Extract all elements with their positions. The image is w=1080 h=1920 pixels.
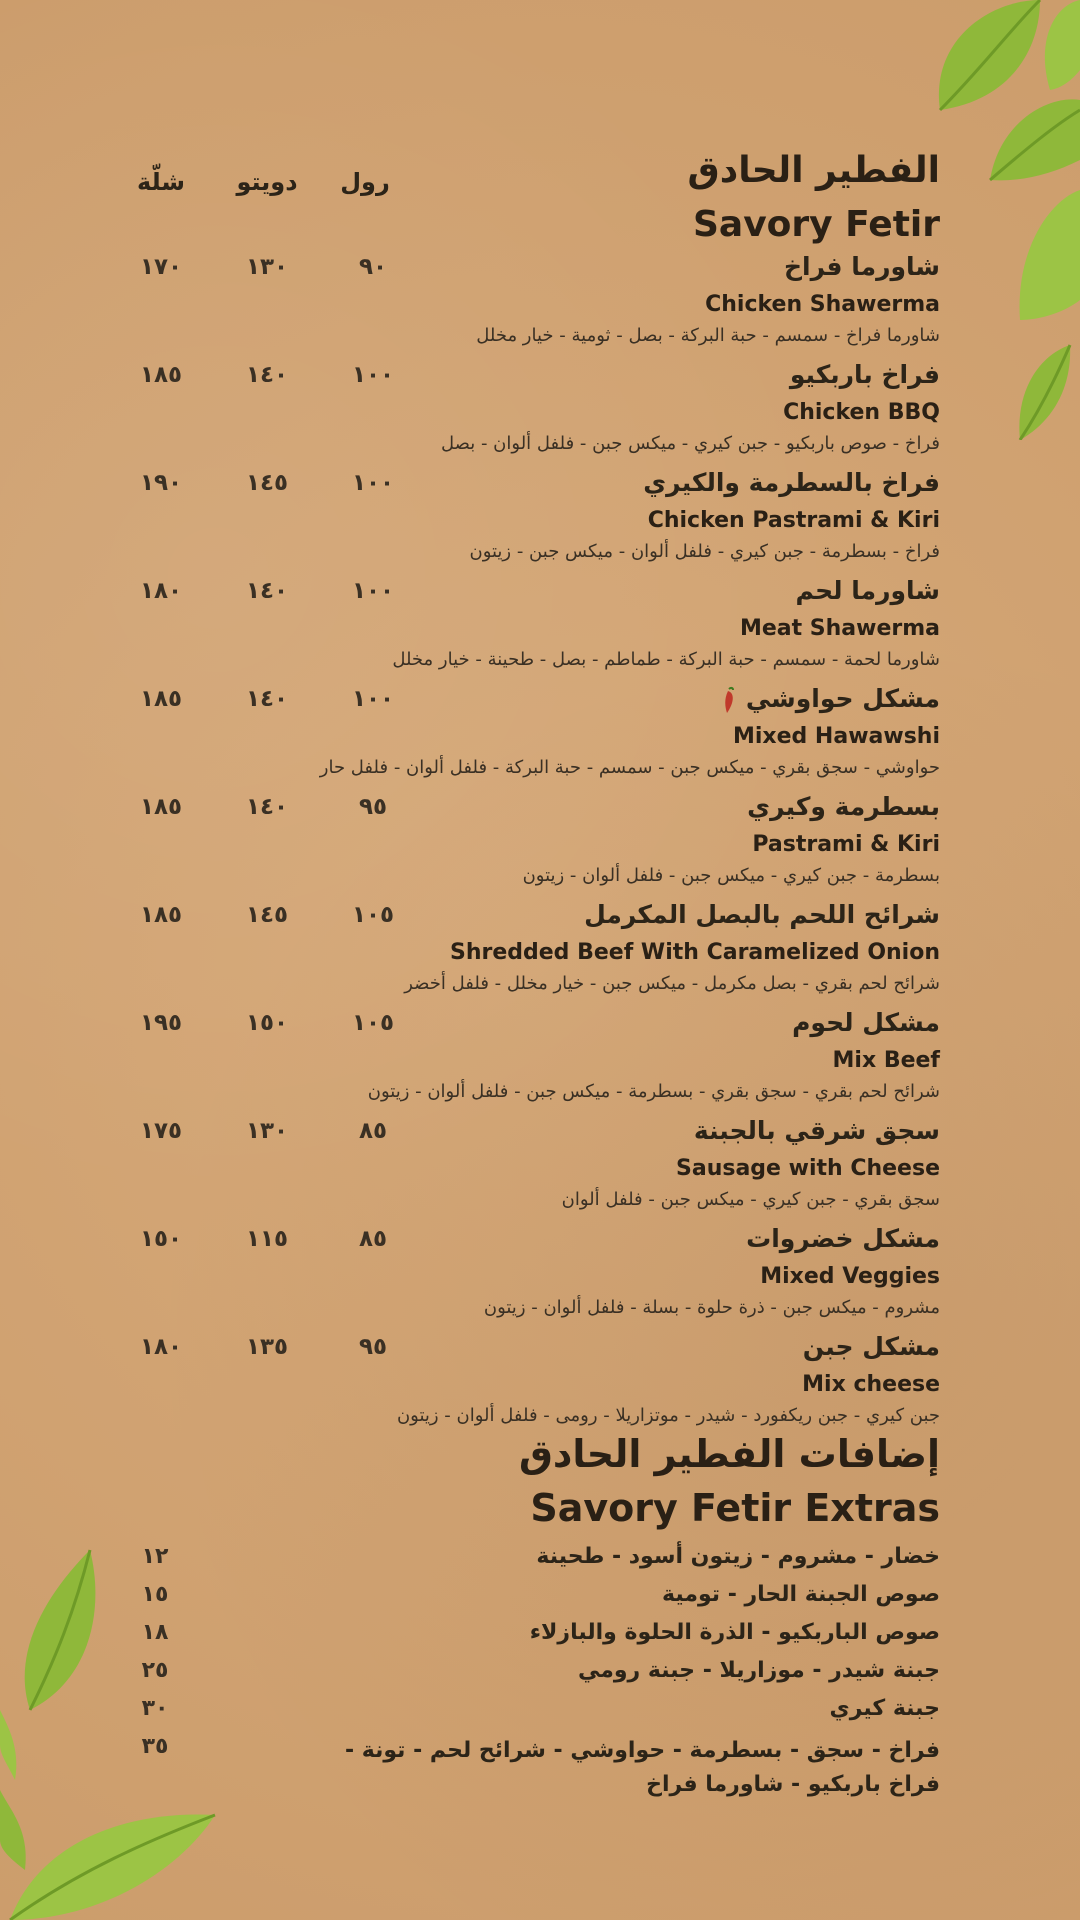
price-doito: ١٤٠ — [245, 794, 289, 820]
price-roll: ١٠٠ — [351, 686, 395, 712]
price-shella: ١٨٥ — [139, 686, 183, 712]
item-description: مشروم - ميكس جبن - ذرة حلوة - بسلة - فلفل ألوان - زيتون — [483, 1297, 940, 1318]
leaf-icon — [1045, 0, 1080, 90]
column-header-roll: رول — [340, 168, 390, 196]
extra-item — [0, 1544, 1080, 1582]
item-name-english: Sausage with Cheese — [676, 1156, 940, 1181]
extra-price: ١٨ — [141, 1620, 169, 1645]
price-doito: ١١٥ — [245, 1226, 289, 1252]
price-roll: ١٠٥ — [351, 1010, 395, 1036]
item-name-arabic: مشكل جبن — [802, 1332, 940, 1361]
price-shella: ١٩٠ — [139, 470, 183, 496]
extra-item — [0, 1696, 1080, 1734]
leaf-icon — [10, 1814, 215, 1920]
price-roll: ١٠٠ — [351, 362, 395, 388]
column-header-shella: شلّة — [137, 168, 185, 196]
item-name-english: Chicken Pastrami & Kiri — [647, 508, 940, 533]
price-shella: ١٧٥ — [139, 1118, 183, 1144]
extra-label: صوص الباربكيو - الذرة الحلوة والبازلاء — [529, 1620, 940, 1645]
item-name-english: Mixed Veggies — [760, 1264, 940, 1289]
price-doito: ١٤٥ — [245, 470, 289, 496]
column-header-doito: دويتو — [236, 168, 298, 196]
item-name-english: Mix Beef — [832, 1048, 940, 1073]
price-shella: ١٥٠ — [139, 1226, 183, 1252]
menu-item — [0, 250, 1080, 358]
item-name-arabic: شرائح اللحم بالبصل المكرمل — [584, 900, 940, 929]
item-name-english: Mixed Hawawshi — [732, 724, 940, 749]
item-name-english: Shredded Beef With Caramelized Onion — [449, 940, 940, 965]
item-name-english: Pastrami & Kiri — [752, 832, 940, 857]
extra-item — [0, 1620, 1080, 1658]
extra-item — [0, 1582, 1080, 1620]
item-name-english: Meat Shawerma — [739, 616, 940, 641]
extras-title-english: Savory Fetir Extras — [530, 1486, 940, 1530]
price-roll: ٩٠ — [358, 254, 388, 280]
section-title-english: Savory Fetir — [692, 204, 940, 245]
price-doito: ١٤٥ — [245, 902, 289, 928]
price-doito: ١٤٠ — [245, 362, 289, 388]
menu-item-list — [0, 250, 1080, 1438]
leaf-icon — [990, 99, 1080, 180]
price-roll: ٩٥ — [358, 794, 388, 820]
item-name-english: Chicken Shawerma — [705, 292, 940, 317]
item-description: جبن كيري - جبن ريكفورد - شيدر - موتزاريلا - رومى - فلفل ألوان - زيتون — [396, 1405, 940, 1426]
price-roll: ١٠٥ — [351, 902, 395, 928]
extra-label: فراخ - سجق - بسطرمة - حواوشي - شرائح لحم - تونة - فراخ باربكيو - شاورما فراخ — [345, 1738, 940, 1797]
price-shella: ١٨٠ — [139, 1334, 183, 1360]
item-description: شاورما فراخ - سمسم - حبة البركة - بصل - ثومية - خيار مخلل — [476, 325, 940, 346]
menu-item — [0, 1222, 1080, 1330]
price-doito: ١٤٠ — [245, 578, 289, 604]
item-name-arabic: شاورما فراخ — [784, 252, 940, 281]
item-name-arabic: فراخ باربكيو — [789, 360, 940, 389]
item-name-arabic: سجق شرقي بالجبنة — [693, 1116, 940, 1145]
item-description: فراخ - صوص باربكيو - جبن كيري - ميكس جبن - فلفل ألوان - بصل — [440, 433, 940, 454]
menu-item — [0, 898, 1080, 1006]
price-doito: ١٣٠ — [245, 1118, 289, 1144]
price-doito: ١٤٠ — [245, 686, 289, 712]
extra-label: صوص الجبنة الحار - تومية — [662, 1582, 940, 1607]
extras-title-arabic: إضافات الفطير الحادق — [518, 1432, 940, 1476]
chili-icon — [721, 685, 737, 715]
item-name-english: Mix cheese — [802, 1372, 940, 1397]
item-name-arabic: شاورما لحم — [795, 576, 940, 605]
extra-price: ٣٥ — [141, 1734, 169, 1759]
price-shella: ١٧٠ — [139, 254, 183, 280]
item-name-arabic: مشكل خضروات — [746, 1224, 940, 1253]
price-shella: ١٩٥ — [139, 1010, 183, 1036]
extra-label: جبنة شيدر - موزاريلا - جبنة رومي — [578, 1658, 940, 1683]
menu-item — [0, 1006, 1080, 1114]
price-roll: ١٠٠ — [351, 578, 395, 604]
price-doito: ١٣٥ — [245, 1334, 289, 1360]
extra-label: جبنة كيري — [829, 1696, 940, 1721]
item-name-text: مشكل حواوشي — [745, 684, 940, 713]
extra-item — [0, 1734, 1080, 1812]
price-roll: ١٠٠ — [351, 470, 395, 496]
menu-item — [0, 358, 1080, 466]
price-doito: ١٣٠ — [245, 254, 289, 280]
item-description: فراخ - بسطرمة - جبن كيري - فلفل ألوان - ميكس جبن - زيتون — [469, 541, 940, 562]
item-description: شاورما لحمة - سمسم - حبة البركة - طماطم - بصل - طحينة - خيار مخلل — [392, 649, 940, 670]
menu-item — [0, 682, 1080, 790]
extra-price: ٣٠ — [141, 1696, 169, 1721]
item-name-arabic: مشكل لحوم — [792, 1008, 940, 1037]
item-name-english: Chicken BBQ — [783, 400, 940, 425]
section-title-arabic: الفطير الحادق — [687, 150, 940, 191]
menu-item — [0, 574, 1080, 682]
item-description: شرائح لحم بقري - سجق بقري - بسطرمة - ميكس جبن - فلفل ألوان - زيتون — [367, 1081, 940, 1102]
item-name-arabic — [717, 684, 940, 715]
extra-price: ٢٥ — [141, 1658, 169, 1683]
item-description: سجق بقري - جبن كيري - ميكس جبن - فلفل ألوان — [561, 1189, 940, 1210]
item-name-arabic: فراخ بالسطرمة والكيري — [643, 468, 940, 497]
price-shella: ١٨٥ — [139, 794, 183, 820]
menu-item — [0, 790, 1080, 898]
menu-item — [0, 1114, 1080, 1222]
price-roll: ٨٥ — [358, 1118, 388, 1144]
price-doito: ١٥٠ — [245, 1010, 289, 1036]
item-description: شرائح لحم بقري - بصل مكرمل - ميكس جبن - خيار مخلل - فلفل أخضر — [404, 973, 940, 994]
leaf-icon — [939, 0, 1040, 110]
price-roll: ٩٥ — [358, 1334, 388, 1360]
extra-price: ١٢ — [141, 1544, 169, 1569]
price-shella: ١٨٠ — [139, 578, 183, 604]
price-shella: ١٨٥ — [139, 362, 183, 388]
price-shella: ١٨٥ — [139, 902, 183, 928]
item-name-arabic: بسطرمة وكيري — [747, 792, 940, 821]
extra-label: خضار - مشروم - زيتون أسود - طحينة — [536, 1544, 940, 1569]
item-description: بسطرمة - جبن كيري - ميكس جبن - فلفل ألوان - زيتون — [522, 865, 940, 886]
price-roll: ٨٥ — [358, 1226, 388, 1252]
extra-price: ١٥ — [141, 1582, 169, 1607]
menu-item — [0, 466, 1080, 574]
extra-item — [0, 1658, 1080, 1696]
extras-list — [0, 1544, 1080, 1812]
item-description: حواوشي - سجق بقري - ميكس جبن - سمسم - حبة البركة - فلفل ألوان - فلفل حار — [319, 757, 940, 778]
menu-item — [0, 1330, 1080, 1438]
